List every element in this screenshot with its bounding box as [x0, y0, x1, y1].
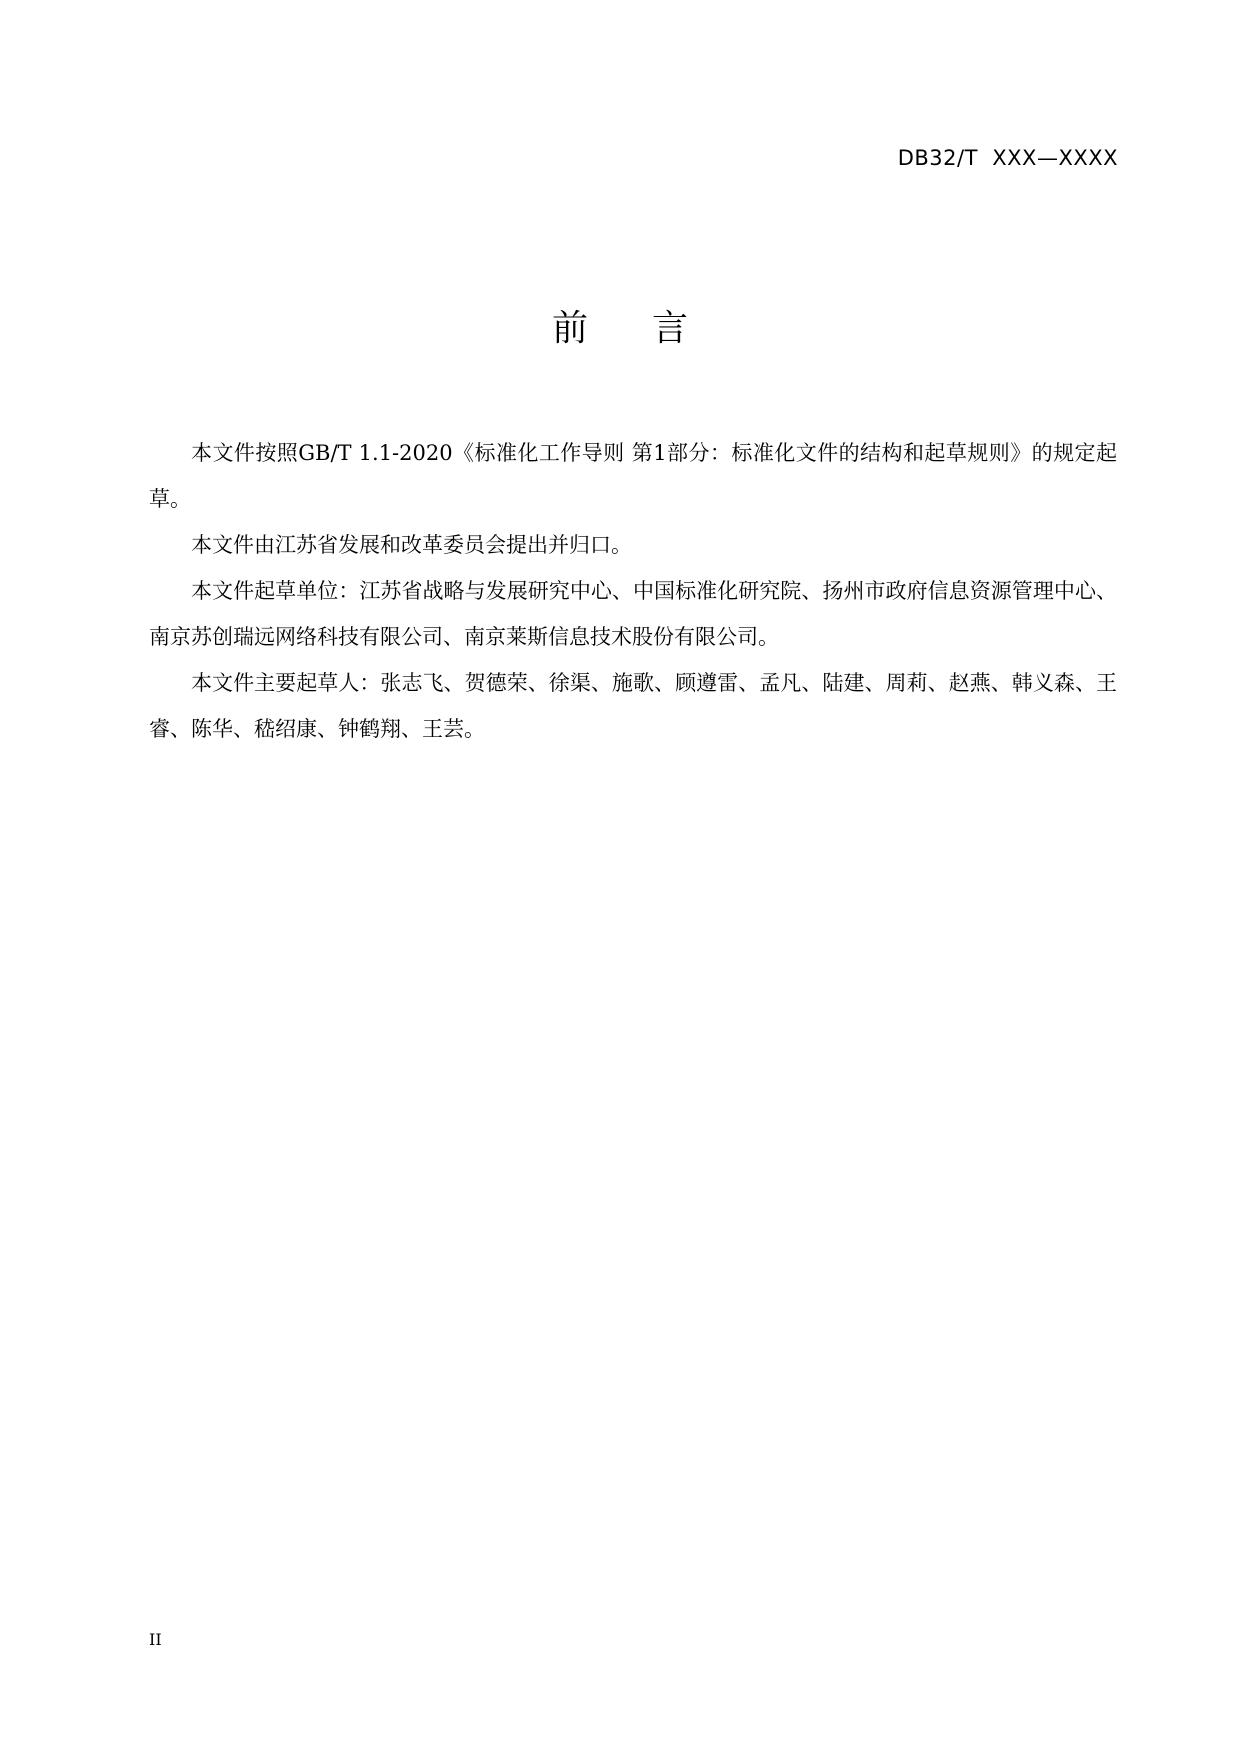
title-char-1: 前 — [551, 308, 588, 349]
title-char-2: 言 — [652, 308, 689, 349]
page-title — [0, 300, 1240, 351]
paragraph-drafting-units: 本文件起草单位：江苏省战略与发展研究中心、中国标准化研究院、扬州市政府信息资源管理中心、南京苏创瑞远网络科技有限公司、南京莱斯信息技术股份有限公司。 — [149, 579, 1117, 649]
document-code: DB32/T XXX—XXXX — [897, 146, 1118, 170]
paragraph-drafters: 本文件主要起草人：张志飞、贺德荣、徐渠、施歌、顾遵雷、孟凡、陆建、周莉、赵燕、韩义森、王睿、陈华、嵇绍康、钟鹤翔、王芸。 — [149, 671, 1117, 741]
foreword-body — [149, 430, 1117, 752]
paragraph-standard-basis: 本文件按照GB/T 1.1-2020《标准化工作导则 第1部分：标准化文件的结构和起草规则》的规定起草。 — [149, 441, 1117, 511]
paragraph-proposer: 本文件由江苏省发展和改革委员会提出并归口。 — [191, 533, 632, 557]
page-number: II — [149, 1630, 162, 1649]
